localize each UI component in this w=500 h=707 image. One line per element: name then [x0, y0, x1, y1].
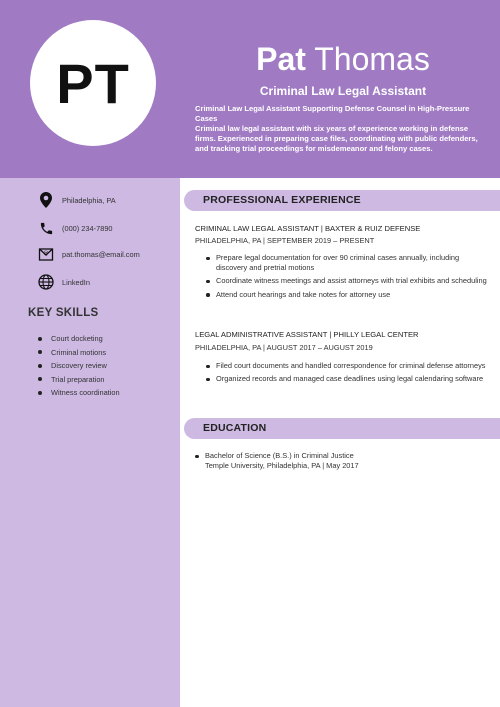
skill-item [38, 332, 120, 346]
last-name: Thomas [314, 41, 430, 77]
location-text: Philadelphia, PA [62, 195, 116, 205]
location-pin-icon [38, 192, 54, 208]
job-2-title: LEGAL ADMINISTRATIVE ASSISTANT | PHILLY LEGAL CENTER [195, 330, 419, 339]
contact-linkedin[interactable] [38, 274, 178, 290]
experience-heading: PROFESSIONAL EXPERIENCE [203, 194, 361, 206]
bullet-dot [38, 377, 42, 381]
education-list [195, 451, 479, 474]
job-bullet: Organized records and managed case deadlines using legal calendaring software [206, 374, 490, 384]
job-2-location-dates: PHILADELPHIA, PA | AUGUST 2017 – AUGUST 2019 [195, 343, 373, 352]
summary-body: Criminal law legal assistant with six years of experience working in defense firms. Experienced in preparing case files, coordinating with public defenders, and tracking trial proceedings for misdemeanor and felony cases. [195, 124, 478, 153]
job-bullet: Attend court hearings and take notes for attorney use [206, 290, 490, 300]
email-icon [38, 246, 54, 262]
monogram-circle [30, 20, 156, 146]
skill-item [38, 373, 120, 387]
skill-item [38, 386, 120, 400]
summary-headline: Criminal Law Legal Assistant Supporting Defense Counsel in High-Pressure Cases [195, 104, 470, 123]
skills-list [38, 332, 120, 400]
job-bullet: Filed court documents and handled correspondence for criminal defense attorneys [206, 361, 490, 371]
globe-icon [38, 274, 54, 290]
job-bullet: Prepare legal documentation for over 90 criminal cases annually, including discovery and pretrial motions [206, 253, 490, 273]
job-1-title: CRIMINAL LAW LEGAL ASSISTANT | BAXTER & RUIZ DEFENSE [195, 224, 421, 233]
email-text: pat.thomas@email.com [62, 249, 140, 259]
job-title: Criminal Law Legal Assistant [259, 84, 427, 98]
contact-location [38, 192, 178, 208]
job-2-bullets [206, 361, 490, 387]
phone-text: (000) 234-7890 [62, 223, 113, 233]
bullet-dot [38, 391, 42, 395]
education-section-tab [184, 418, 500, 439]
skill-label: Witness coordination [51, 388, 120, 398]
first-name: Pat [256, 41, 306, 77]
candidate-name [186, 40, 500, 78]
skill-item [38, 359, 120, 373]
monogram: PT [56, 51, 130, 115]
education-item [195, 451, 479, 471]
linkedin-link[interactable]: LinkedIn [62, 277, 90, 287]
skills-heading: KEY SKILLS [28, 307, 99, 319]
school-line: Temple University, Philadelphia, PA | May 2017 [205, 461, 359, 471]
skill-label: Trial preparation [51, 374, 105, 384]
job-bullet: Coordinate witness meetings and assist attorneys with trial exhibits and scheduling [206, 276, 490, 286]
svg-text:@: @ [43, 250, 49, 257]
skill-label: Court docketing [51, 334, 103, 344]
skill-label: Discovery review [51, 361, 107, 371]
bullet-dot [38, 364, 42, 368]
job-1-bullets [206, 253, 490, 303]
degree: Bachelor of Science (B.S.) in Criminal Justice [205, 451, 354, 460]
education-heading: EDUCATION [203, 422, 267, 434]
summary [195, 104, 485, 154]
bullet-dot [38, 350, 42, 354]
skill-label: Criminal motions [51, 347, 107, 357]
job-1-location-dates: PHILADELPHIA, PA | SEPTEMBER 2019 – PRESENT [195, 236, 375, 245]
skill-item [38, 346, 120, 360]
contact-phone[interactable] [38, 220, 178, 236]
bullet-dot [38, 337, 42, 341]
phone-icon [38, 220, 54, 236]
contact-email[interactable] [38, 246, 178, 262]
experience-section-tab [184, 190, 500, 211]
